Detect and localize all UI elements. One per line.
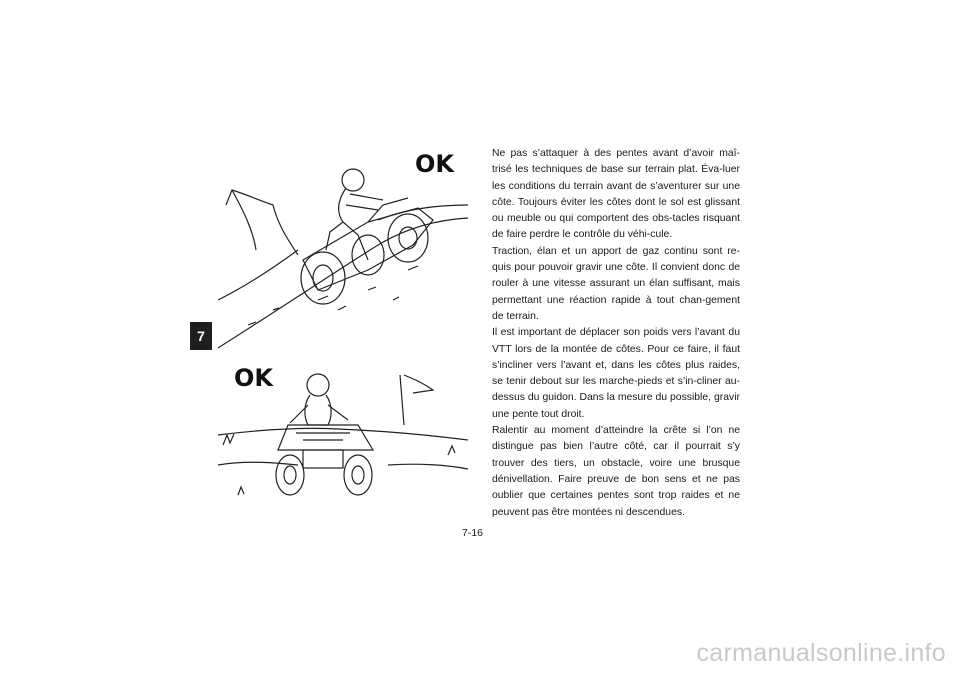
body-text [492, 146, 740, 521]
page-number: 7-16 [462, 527, 484, 539]
paragraph-crest-caution: Ralentir au moment d’atteindre la crête si l’on ne distingue pas bien l’autre côté, car il pourrait s’y trouver des tiers, un obstacle, voire une brusque dénivellation. Faire preuve de bon sens et ne pas oublier que certaines pentes sont trop raides et ne peuvent pas être montées ni descendues. [492, 425, 740, 518]
chapter-tab: 7 [190, 322, 212, 350]
ok-label-top: OK [415, 150, 454, 178]
atv-climbing-illustration [218, 150, 468, 350]
paragraph-traction: Traction, élan et un apport de gaz continu sont re-quis pour pouvoir gravir une côte. Il convient donc de rouler à une vitesse assurant un élan suffisant, mais permettant une réaction rapide à tout chan-gement de terrain. [492, 245, 740, 322]
ok-label-bottom: OK [234, 364, 273, 392]
watermark: carmanualsonline.info [696, 639, 946, 667]
paragraph-hill-preparation: Ne pas s’attaquer à des pentes avant d’avoir maî-trisé les techniques de base sur terrain plat. Éva-luer les conditions du terrain avant de s’aventurer sur une côte. Toujours éviter les côtes dont le sol est glissant ou meuble ou qui comportent des obs-tacles risquant de faire perdre le contrôle du véhi-cule. [492, 148, 740, 241]
paragraph-weight-shift: Il est important de déplacer son poids vers l’avant du VTT lors de la montée de côtes. Pour ce faire, il faut s’incliner vers l’avant et, dans les côtes plus raides, se tenir debout sur les marche-pieds et s’in-cliner au-dessus du guidon. Dans la mesure du possible, gravir une pente tout droit. [492, 327, 740, 420]
